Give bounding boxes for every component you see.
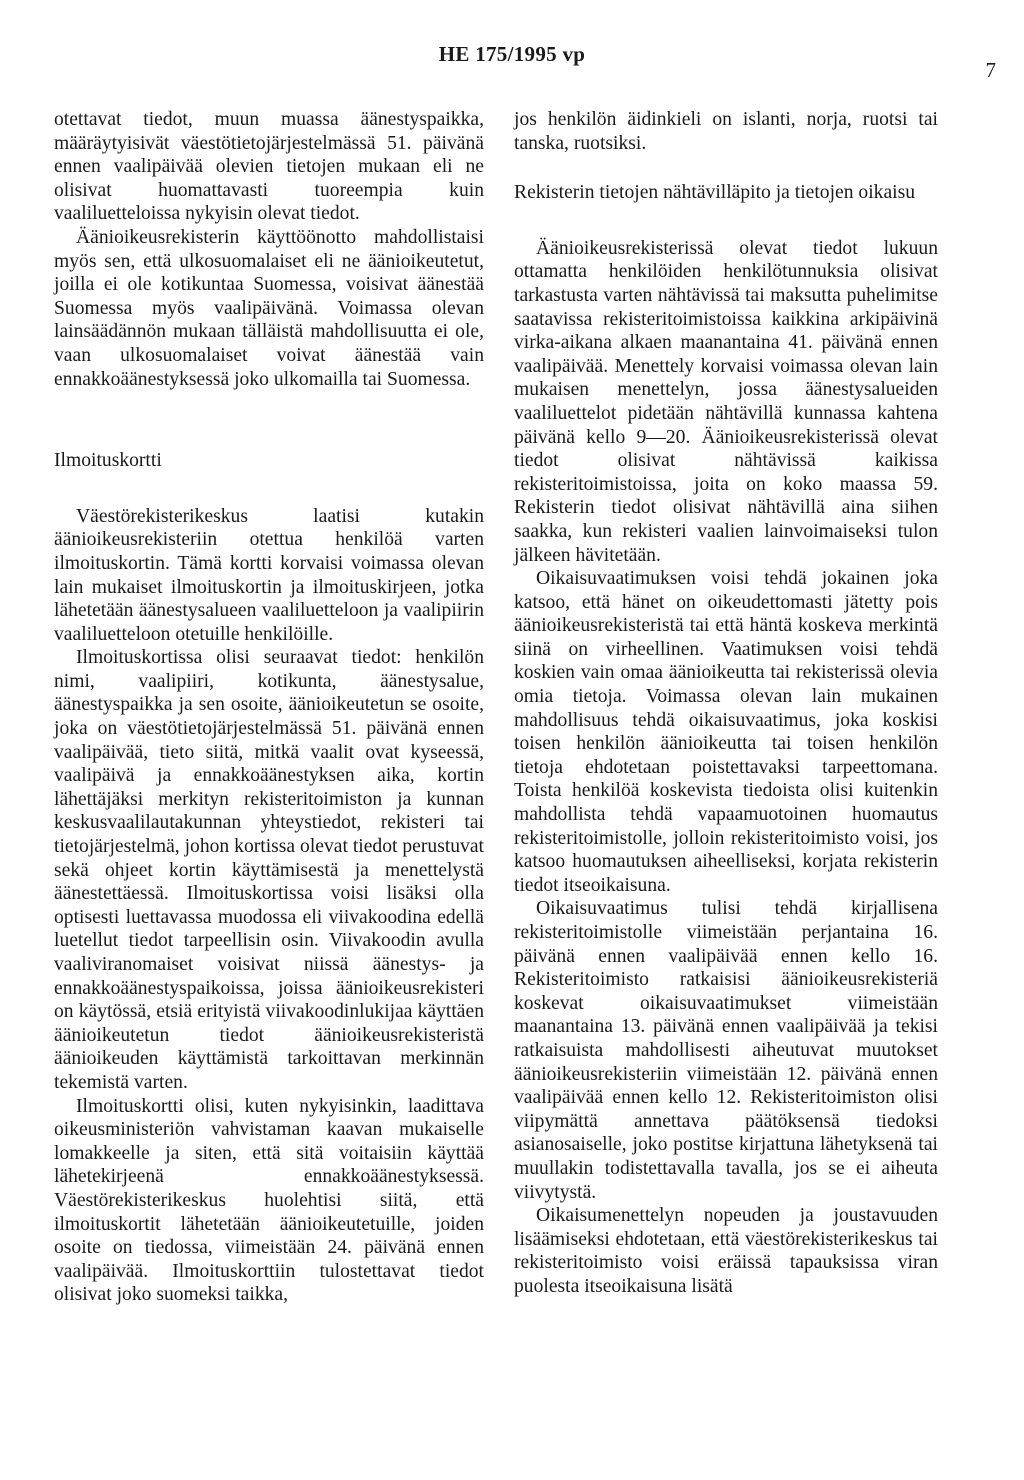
section-heading: Ilmoituskortti — [54, 450, 162, 472]
running-title: HE 175/1995 vp — [438, 42, 586, 66]
section-heading: Rekisterin tietojen nähtävilläpito ja tietojen oikaisu — [514, 182, 916, 204]
paragraph: otettavat tiedot, muun muassa äänestyspaikka, määräytyisivät väestötietojärjestelmässä 51. päivänä ennen vaalipäivää olevien tietojen mukaan eli ne olisivat huomattavasti tuoreempia kuin vaaliluetteloissa nykyisin olevat tiedot. — [54, 109, 484, 225]
paragraph: Oikaisuvaatimus tulisi tehdä kirjallisena rekisteritoimistolle viimeistään perjantaina 16. päivänä ennen vaalipäivää ennen kello 16. Rekisteritoimisto ratkaisisi äänioikeusrekisteriä koskevat oikaisuvaatimukset viimeistään maanantaina 13. päivänä ennen vaalipäivää ja tekisi ratkaisuista mahdollisesti aiheutuvat muutokset äänioikeusrekisteriin viimeistään 12. päivänä ennen vaalipäivää ennen kello 12. Rekisteritoimiston olisi viipymättä annettava päätöksensä tiedoksi asianosaiselle, joko postitse kirjattuna lähetyksenä tai muullakin todistettavalla tavalla, jos se ei aiheuta viivytystä. — [514, 898, 938, 1203]
left-column — [54, 108, 484, 1307]
paragraph: Ilmoituskortissa olisi seuraavat tiedot: henkilön nimi, vaalipiiri, kotikunta, äänestysalue, äänestyspaikka ja sen osoite, äänioikeutetun se osoite, joka on väestötietojärjestelmässä 51. päivänä ennen vaalipäivää, tieto siitä, mitkä vaalit ovat kyseessä, vaalipäivä ja ennakkoäänestyksen aika, kortin lähettäjäksi merkityn rekisteritoimiston ja kunnan keskusvaalilautakunnan yhteystiedot, rekisteri tai tietojärjestelmä, johon kortissa olevat tiedot perustuvat sekä ohjeet kortin käyttämisestä ja menettelystä äänestettäessä. Ilmoituskortissa voisi lisäksi olla optisesti luettavassa muodossa eli viivakoodina edellä luetellut tiedot tarpeellisin osin. Viivakoodin avulla vaaliviranomaiset voisivat niissä äänestys- ja ennakkoäänestyspaikoissa, joissa äänioikeusrekisteri on käytössä, etsiä erityistä viivakoodinlukijaa käyttäen äänioikeutetun tiedot äänioikeusrekisteristä äänioikeuden käyttämistä tarkoittavan merkinnän tekemistä varten. — [54, 647, 484, 1093]
right-column — [514, 108, 938, 1299]
paragraph: Äänioikeusrekisterissä olevat tiedot lukuun ottamatta henkilöiden henkilötunnuksia olisivat tarkastusta varten nähtävissä tai maksutta puhelimitse saatavissa rekisteritoimistoissa kaikkina arkipäivinä virka-aikana alkaen maanantaina 41. päivänä ennen vaalipäivää. Menettely korvaisi voimassa olevan lain mukaisen menettelyn, jossa äänestysalueiden vaaliluettelot pidetään nähtävillä kunnassa kahtena päivänä kello 9—20. Äänioikeusrekisterissä olevat tiedot olisivat nähtävissä kaikissa rekisteritoimistoissa, joita on koko maassa 59. Rekisterin tiedot olisivat nähtävillä aina siihen saakka, kun rekisteri vaalien lainvoimaiseksi tulon jälkeen hävitetään. — [514, 237, 938, 566]
paragraph: Äänioikeusrekisterin käyttöönotto mahdollistaisi myös sen, että ulkosuomalaiset eli ne äänioikeutetut, joilla ei ole kotikuntaa Suomessa, voisivat äänestää Suomessa myös vaalipäivänä. Voimassa olevan lainsäädännön mukaan tälläistä mahdollisuutta ei ole, vaan ulkosuomalaiset voivat äänestää vain ennakkoäänestyksessä joko ulkomailla tai Suomessa. — [54, 226, 484, 390]
page-number: 7 — [985, 58, 996, 82]
paragraph: jos henkilön äidinkieli on islanti, norja, ruotsi tai tanska, ruotsiksi. — [514, 109, 938, 154]
page-header — [0, 42, 1024, 82]
paragraph: Ilmoituskortti olisi, kuten nykyisinkin, laadittava oikeusministeriön vahvistaman kaavan mukaiselle lomakkeelle ja siten, että sitä voitaisiin käyttää lähetekirjeenä ennakkoäänestyksessä. Väestörekisterikeskus huolehtisi siitä, että ilmoituskortit lähetetään äänioikeutetuille, joiden osoite on tiedossa, viimeistään 24. päivänä ennen vaalipäivää. Ilmoituskorttiin tulostettavat tiedot olisivat joko suomeksi taikka, — [54, 1095, 484, 1306]
paragraph: Väestörekisterikeskus laatisi kutakin äänioikeusrekisteriin otettua henkilöä varten ilmoituskortin. Tämä kortti korvaisi voimassa olevan lain mukaiset ilmoituskortin ja ilmoituskirjeen, jotka lähetetään äänestysalueen vaaliluetteloon ja vaalipiirin vaaliluetteloon otetuille henkilöille. — [54, 505, 484, 645]
paragraph: Oikaisuvaatimuksen voisi tehdä jokainen joka katsoo, että hänet on oikeudettomasti jätetty pois äänioikeusrekisteristä tai että häntä koskeva merkintä siinä on virheellinen. Vaatimuksen voisi tehdä koskien vain omaa äänioikeutta tai rekisterissä olevia omia tietoja. Voimassa olevan lain mukainen mahdollisuus tehdä oikaisuvaatimus, joka koskisi toisen henkilön äänioikeutta tai toisen henkilön tietoja ehdotetaan poistettavaksi tarpeettomana. Toista henkilöä koskevista tiedoista olisi kuitenkin mahdollista tehdä vapaamuotoinen huomautus rekisteritoimistolle, jolloin rekisteritoimisto voisi, jos katsoo huomautuksen aiheelliseksi, korjata rekisterin tiedot itseoikaisuna. — [514, 568, 938, 896]
paragraph: Oikaisumenettelyn nopeuden ja joustavuuden lisäämiseksi ehdotetaan, että väestörekisterikeskus tai rekisteritoimisto voisi eräissä tapauksissa viran puolesta itseoikaisuna lisätä — [514, 1205, 938, 1297]
